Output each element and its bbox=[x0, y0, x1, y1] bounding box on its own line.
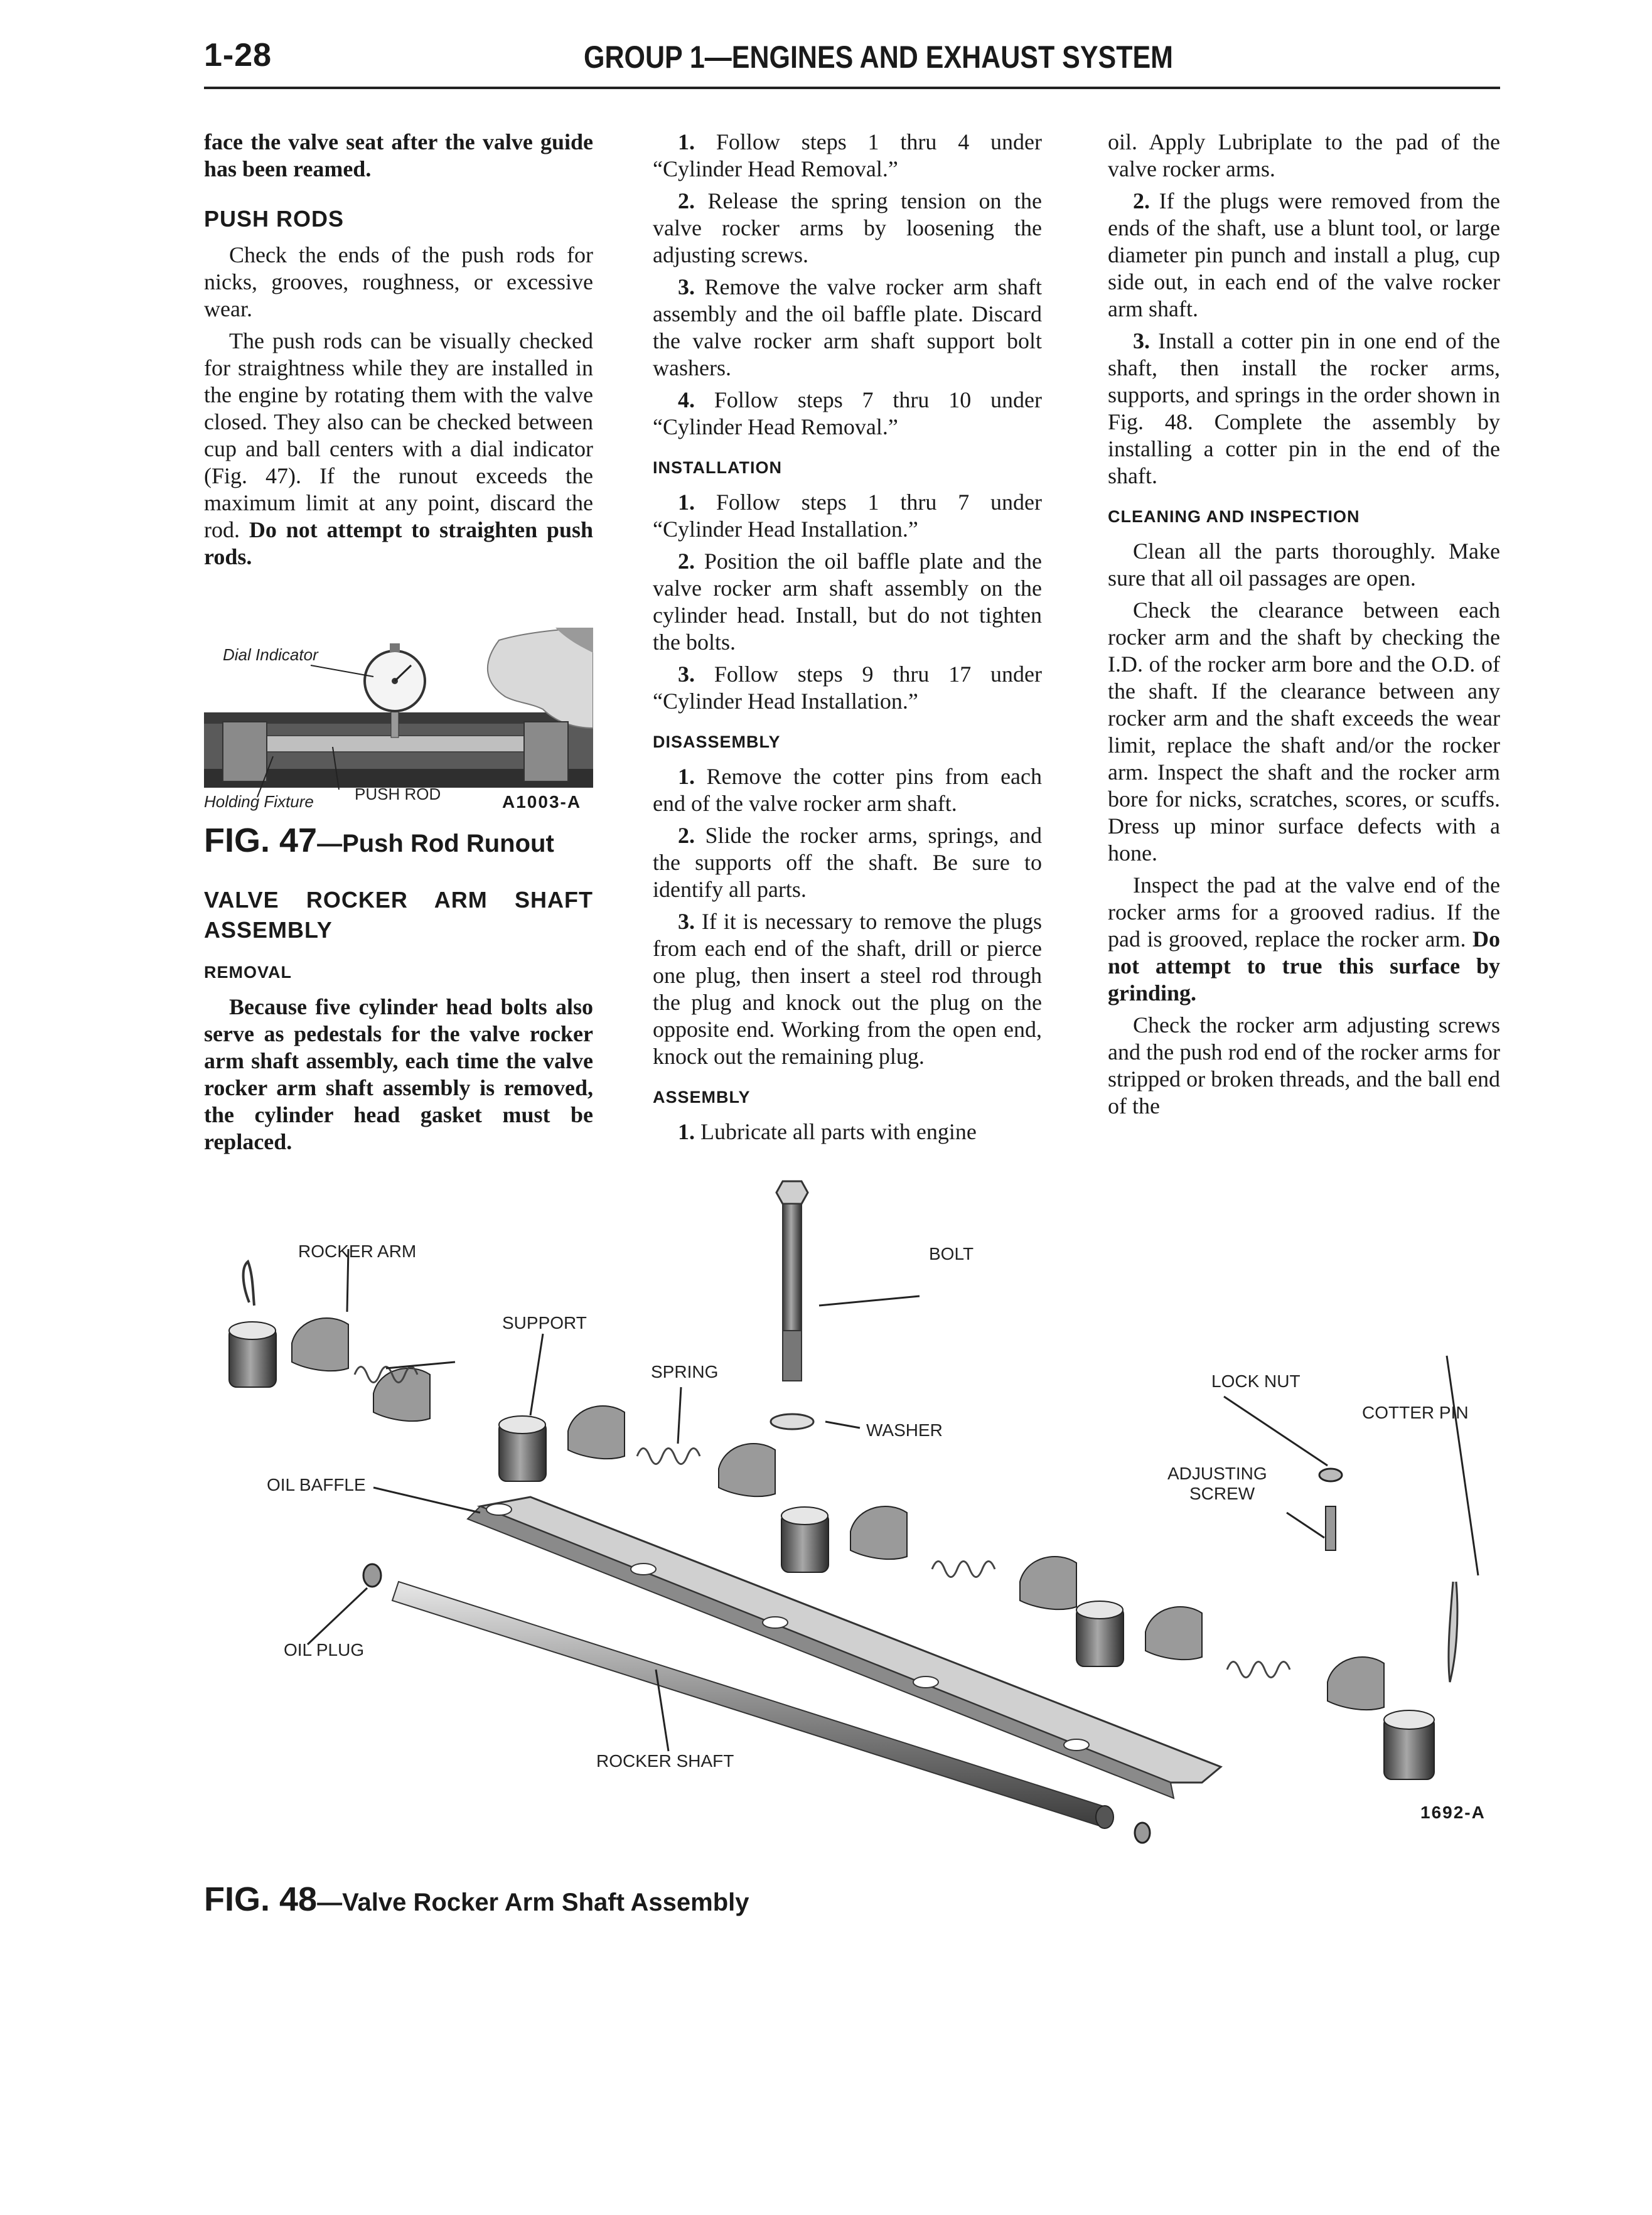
figure-47-caption bbox=[204, 821, 554, 860]
step-number: 2. bbox=[678, 188, 695, 213]
installation-step-3 bbox=[653, 661, 1042, 715]
cleaning-p3-text: Inspect the pad at the valve end of the rocker arms for a grooved radius. If the pad is grooved, replace the rocker arm. bbox=[1108, 872, 1500, 952]
removal-step-1 bbox=[653, 129, 1042, 183]
step-number: 3. bbox=[678, 274, 695, 299]
step-number: 1. bbox=[678, 1119, 695, 1144]
disassembly-heading: DISASSEMBLY bbox=[653, 732, 781, 751]
label-oil-plug: OIL PLUG bbox=[284, 1640, 365, 1660]
figure-48-number: FIG. 48 bbox=[204, 1880, 318, 1918]
step-text: Position the oil baffle plate and the valve rocker arm shaft assembly on the cylinder head. Install, but do not tighten the bolts. bbox=[653, 549, 1042, 655]
step-text: Slide the rocker arms, springs, and the supports off the shaft. Be sure to identify all parts. bbox=[653, 823, 1043, 902]
cleaning-p3 bbox=[1108, 872, 1500, 1007]
figure-48-code: 1692-A bbox=[1420, 1803, 1486, 1822]
step-text: Follow steps 7 thru 10 under “Cylinder Head Removal.” bbox=[653, 387, 1043, 439]
column-1 bbox=[204, 129, 593, 576]
step-text: Remove the cotter pins from each end of the valve rocker arm shaft. bbox=[653, 764, 1043, 816]
column-3 bbox=[1108, 129, 1500, 1125]
push-rods-warning: Do not attempt to straighten push rods. bbox=[204, 517, 594, 569]
step-text: Follow steps 1 thru 4 under “Cylinder Head Removal.” bbox=[653, 129, 1043, 181]
installation-step-2 bbox=[653, 548, 1042, 656]
step-number: 3. bbox=[678, 662, 695, 687]
step-number: 3. bbox=[678, 909, 695, 934]
assembly-step-1 bbox=[653, 1118, 1042, 1145]
label-oil-baffle: OIL BAFFLE bbox=[267, 1475, 366, 1494]
cleaning-p2: Check the clearance between each rocker arm and the shaft by checking the I.D. of the rocker arm bore and the O.D. of the shaft. If the clearance between any rocker arm and the shaft exceeds the wear limit, replace the shaft and/or the rocker arm. Inspect the shaft and the rocker arm bore for nicks, scratches, scores, or scuffs. Dress up minor surface defects with a hone. bbox=[1108, 598, 1500, 866]
disassembly-step-2 bbox=[653, 822, 1042, 903]
column-2 bbox=[653, 129, 1042, 1150]
label-screw: SCREW bbox=[1189, 1484, 1255, 1503]
step-number: 2. bbox=[678, 823, 695, 848]
label-washer: WASHER bbox=[866, 1420, 943, 1440]
figure-47-title: —Push Rod Runout bbox=[317, 830, 554, 857]
header-rule bbox=[204, 87, 1500, 89]
page-title: GROUP 1—ENGINES AND EXHAUST SYSTEM bbox=[584, 40, 1173, 75]
step-number: 1. bbox=[678, 490, 695, 515]
label-lock-nut: LOCK NUT bbox=[1211, 1371, 1301, 1391]
push-rods-p1: Check the ends of the push rods for nicks, grooves, roughness, or excessive wear. bbox=[204, 242, 593, 321]
step-text: Follow steps 1 thru 7 under “Cylinder Head Installation.” bbox=[653, 490, 1043, 542]
label-adjusting: ADJUSTING bbox=[1167, 1464, 1267, 1483]
column-1-lower bbox=[204, 879, 593, 1161]
cleaning-warning: Do not attempt to true this surface by grinding. bbox=[1108, 926, 1500, 1006]
valve-rocker-heading: VALVE ROCKER ARM SHAFT ASSEMBLY bbox=[204, 887, 593, 943]
removal-step-3 bbox=[653, 274, 1042, 382]
label-cotter-pin: COTTER PIN bbox=[1362, 1403, 1469, 1422]
push-rods-p2 bbox=[204, 328, 593, 571]
step-text: Lubricate all parts with engine bbox=[700, 1119, 977, 1144]
label-holding-fixture: Holding Fixture bbox=[204, 792, 314, 811]
step-text: Install a cotter pin in one end of the shaft, then install the rocker arms, supports, and springs in the order shown in Fig. 48. Complete the assembly by installing a cotter pin in the end of the shaft. bbox=[1108, 328, 1501, 488]
label-dial-indicator: Dial Indicator bbox=[223, 645, 318, 664]
step-text: If it is necessary to remove the plugs from each end of the shaft, drill or pierce one plug, then insert a steel rod through the plug and knock out the plug on the opposite end. Working from the open end, knock out the remaining plug. bbox=[653, 909, 1043, 1069]
intro-text: face the valve seat after the valve guide has been reamed. bbox=[204, 129, 593, 181]
page-number: 1-28 bbox=[204, 37, 272, 73]
label-spring: SPRING bbox=[651, 1362, 719, 1381]
push-rods-p2-text: The push rods can be visually checked for straightness while they are installed in the engine by rotating them with the valve closed. They also can be checked between cup and ball centers with a dial indicator (Fig. 47). If the runout exceeds the maximum limit at any point, discard the rod. bbox=[204, 328, 593, 542]
step-number: 3. bbox=[1133, 328, 1150, 353]
step-text: Release the spring tension on the valve rocker arms by loosening the adjusting screws. bbox=[653, 188, 1043, 267]
label-rocker-arm: ROCKER ARM bbox=[298, 1242, 417, 1261]
step-text: Remove the valve rocker arm shaft assembly and the oil baffle plate. Discard the valve rocker arm shaft support bolt washers. bbox=[653, 274, 1043, 380]
cleaning-p1: Clean all the parts thoroughly. Make sure that all oil passages are open. bbox=[1108, 539, 1500, 591]
step-number: 2. bbox=[678, 549, 695, 574]
figure-48-caption bbox=[204, 1880, 749, 1919]
cleaning-heading: CLEANING AND INSPECTION bbox=[1108, 507, 1360, 526]
assembly-heading: ASSEMBLY bbox=[653, 1088, 751, 1107]
disassembly-step-3 bbox=[653, 908, 1042, 1070]
figure-47-number: FIG. 47 bbox=[204, 822, 318, 859]
assembly-step-3 bbox=[1108, 328, 1500, 490]
assembly-step-1-cont: oil. Apply Lubriplate to the pad of the valve rocker arms. bbox=[1108, 129, 1500, 181]
figure-47-code: A1003-A bbox=[502, 792, 582, 812]
removal-warning: Because five cylinder head bolts also serve as pedestals for the valve rocker arm shaft assembly, each time the valve rocker arm shaft assembly is removed, the cylinder head gasket must be replaced. bbox=[204, 994, 593, 1154]
figure-47 bbox=[204, 628, 593, 835]
disassembly-step-1 bbox=[653, 763, 1042, 817]
step-number: 1. bbox=[678, 129, 695, 154]
label-bolt: BOLT bbox=[929, 1244, 974, 1263]
push-rods-heading: PUSH RODS bbox=[204, 206, 345, 232]
step-number: 4. bbox=[678, 387, 695, 412]
figure-48-title: —Valve Rocker Arm Shaft Assembly bbox=[317, 1889, 749, 1916]
removal-step-4 bbox=[653, 387, 1042, 441]
rocker-shaft-exploded-view bbox=[204, 1180, 1510, 1858]
label-push-rod: PUSH ROD bbox=[355, 785, 441, 803]
label-support: SUPPORT bbox=[502, 1313, 587, 1333]
step-text: If the plugs were removed from the ends of the shaft, use a blunt tool, or large diameter pin punch and install a plug, cup side out, in each end of the valve rocker arm shaft. bbox=[1108, 188, 1501, 321]
label-rocker-shaft: ROCKER SHAFT bbox=[596, 1751, 734, 1771]
step-text: Follow steps 9 thru 17 under “Cylinder Head Installation.” bbox=[653, 662, 1043, 714]
figure-48 bbox=[204, 1180, 1510, 1858]
removal-step-2 bbox=[653, 188, 1042, 269]
assembly-step-2 bbox=[1108, 188, 1500, 323]
removal-heading: REMOVAL bbox=[204, 963, 292, 982]
cleaning-p4: Check the rocker arm adjusting screws and the push rod end of the rocker arms for stripped or broken threads, and the ball end of the bbox=[1108, 1012, 1500, 1118]
installation-heading: INSTALLATION bbox=[653, 458, 782, 477]
installation-step-1 bbox=[653, 489, 1042, 543]
step-number: 2. bbox=[1133, 188, 1150, 213]
step-number: 1. bbox=[678, 764, 695, 789]
